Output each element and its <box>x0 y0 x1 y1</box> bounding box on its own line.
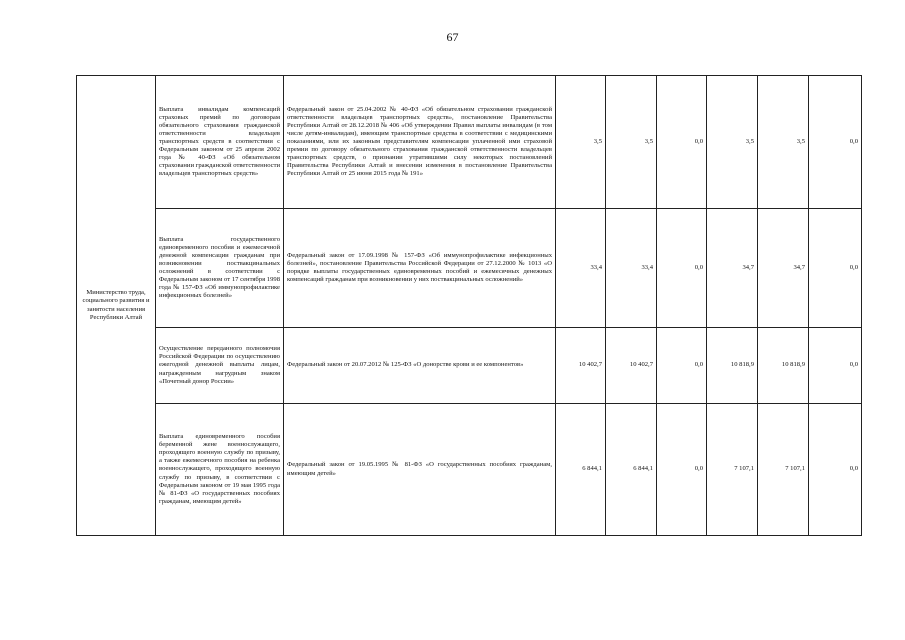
agency-cell: Министерство труда, социального развития и занятости населения Республики Алтай <box>77 76 156 536</box>
value-cell: 3,5 <box>606 76 657 209</box>
value-cell: 0,0 <box>809 209 862 328</box>
table-row <box>77 404 862 536</box>
measure-cell: Выплата инвалидам компенсаций страховых премий по договорам обязательного страхования гражданской ответственности владельцев транспортных средств в соответствии с Федеральным законом от 25 апреля 2002 года № 40-ФЗ «Об обязательном страховании гражданской ответственности владельцев транспортных средств» <box>156 76 284 209</box>
value-cell: 0,0 <box>809 328 862 404</box>
page-number: 67 <box>446 30 459 44</box>
measure-cell: Выплата государственного единовременного пособия и ежемесячной денежной компенсации гражданам при возникновении поствакцинальных осложнений в соответствии с Федеральным законом от 17 сентября 1998 года № 157-ФЗ «Об иммунопрофилактике инфекционных болезней» <box>156 209 284 328</box>
value-cell: 0,0 <box>657 328 707 404</box>
table-row <box>77 328 862 404</box>
legal-basis-cell: Федеральный закон от 20.07.2012 № 125-ФЗ «О донорстве крови и ее компонентов» <box>284 328 556 404</box>
value-cell: 0,0 <box>657 209 707 328</box>
value-cell: 0,0 <box>657 76 707 209</box>
value-cell: 0,0 <box>809 404 862 536</box>
legal-basis-cell: Федеральный закон от 19.05.1995 № 81-ФЗ «О государственных пособиях гражданам, имеющим детей» <box>284 404 556 536</box>
value-cell: 7 107,1 <box>758 404 809 536</box>
value-cell: 10 818,9 <box>758 328 809 404</box>
measure-cell: Выплата единовременного пособия беременной жене военнослужащего, проходящего военную службу по призыву, а также ежемесячного пособия на ребенка военнослужащего, проходящего военную службу по призыву, в соответствии с Федеральным законом от 19 мая 1995 года № 81-ФЗ «О государственных пособиях гражданам, имеющим детей» <box>156 404 284 536</box>
budget-table <box>76 75 862 536</box>
value-cell: 10 402,7 <box>606 328 657 404</box>
value-cell: 6 844,1 <box>556 404 606 536</box>
value-cell: 33,4 <box>606 209 657 328</box>
value-cell: 0,0 <box>657 404 707 536</box>
legal-basis-cell: Федеральный закон от 17.09.1998 № 157-ФЗ «Об иммунопрофилактике инфекционных болезней», постановление Правительства Российской Федерации от 27.12.2000 № 1013 «О порядке выплаты государственных единовременных пособий и ежемесячных денежных компенсаций гражданам при возникновении у них поствакцинальных осложнений» <box>284 209 556 328</box>
table-row <box>77 76 862 209</box>
value-cell: 3,5 <box>556 76 606 209</box>
legal-basis-cell: Федеральный закон от 25.04.2002 № 40-ФЗ «Об обязательном страховании гражданской ответственности владельцев транспортных средств», постановление Правительства Республики Алтай от 28.12.2018 № 406 «Об утверждении Правил выплаты инвалидам (в том числе детям-инвалидам), имеющим транспортные средства в соответствии с медицинскими показаниями, или их законным представителям компенсации уплаченной ими страховой премии по договору обязательного страхования гражданской ответственности владельцев транспортных средств, о признании утратившими силу некоторых постановлений Правительства Республики Алтай и внесении изменения в постановление Правительства Республики Алтай от 25 июня 2015 года № 191» <box>284 76 556 209</box>
value-cell: 10 402,7 <box>556 328 606 404</box>
value-cell: 7 107,1 <box>707 404 758 536</box>
value-cell: 10 818,9 <box>707 328 758 404</box>
table-row <box>77 209 862 328</box>
value-cell: 34,7 <box>758 209 809 328</box>
value-cell: 3,5 <box>707 76 758 209</box>
value-cell: 34,7 <box>707 209 758 328</box>
value-cell: 3,5 <box>758 76 809 209</box>
value-cell: 6 844,1 <box>606 404 657 536</box>
value-cell: 33,4 <box>556 209 606 328</box>
value-cell: 0,0 <box>809 76 862 209</box>
measure-cell: Осуществление переданного полномочия Российской Федерации по осуществлению ежегодной денежной выплаты лицам, награжденным нагрудным знаком «Почетный донор России» <box>156 328 284 404</box>
